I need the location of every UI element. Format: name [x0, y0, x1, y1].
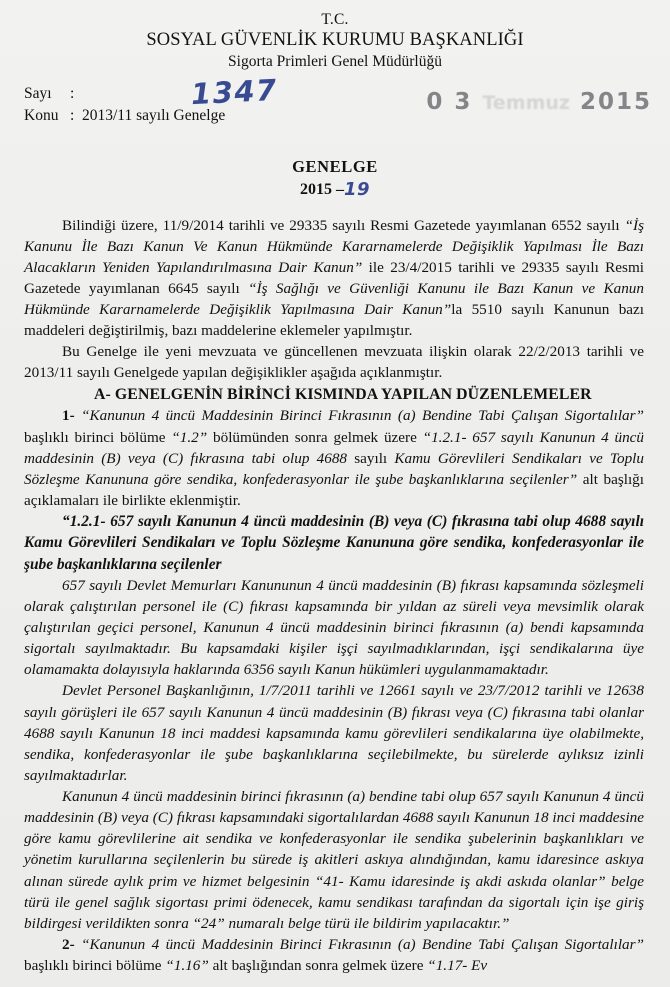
final-quote-2: “24” — [192, 914, 225, 932]
date-stamp-month: Temmuz — [482, 92, 570, 115]
letterhead-department: Sigorta Primleri Genel Müdürlüğü — [228, 53, 442, 71]
item2-number: 2- — [62, 935, 75, 953]
paragraph-final-provision — [24, 786, 644, 934]
intro1-text-a: Bilindiği üzere, 11/9/2014 tarihli ve 29335 sayılı Resmi Gazetede yayımlanan 6552 sayılı — [62, 216, 625, 234]
genelge-title-block — [0, 157, 670, 200]
letterhead — [0, 0, 670, 71]
item2-quote-2: “1.16” — [165, 957, 209, 975]
genelge-year: 2015 – — [299, 181, 344, 199]
item2-quote-1: “Kanunun 4 üncü Maddesinin Birinci Fıkrasının (a) Bendine Tabi Çalışan Sigortalılar” — [81, 935, 645, 953]
intro1-text-b: ile 23/4/2015 tarihli ve 29335 sayılı Resmi Gazetede yayımlanan 6645 sayılı — [24, 258, 644, 297]
paragraph-657: 657 sayılı Devlet Memurları Kanununun 4 üncü maddesinin (B) fıkrası kapsamında sözleşmeli olarak çalıştırılan personel ile (C) fıkrası kapsamında bir yıldan az süreli veya mevsimlik olarak çalıştırılan geçici personel, Kanunun 4 üncü maddesinin birinci fıkrasının (a) bendi kapsamında sigortalı sayılmaktadır. Bu kapsamdaki kişiler işçi sayılmadıklarından, işçi sendikalarına üye olamamakta dolayısıyla haklarında 6356 sayılı Kanun hükümleri uygulanmamaktadır. — [24, 576, 644, 679]
konu-value: 2013/11 sayılı Genelge — [82, 107, 226, 125]
paragraph-item-2 — [24, 934, 644, 976]
item1-quote-2: “1.2” — [171, 428, 208, 446]
paragraph-devlet-personel: Devlet Personel Başkanlığının, 1/7/2011 tarihli ve 12661 sayılı ve 23/7/2012 tarihli ve 12638 sayılı görüşleri ile 657 sayılı Kanunun 4 üncü maddesinin (B) fıkrası veya (C) fıkrasına tabi olanlar 4688 sayılı Kanunun 18 inci maddesi kapsamında kamu görevlileri sendikalarına üye olabilmekte, sendika, konfederasyonlar ile şube başkanlıklarına seçilebilmekte, bu sürelerde aylıksız izinli sayılmaktadırlar. — [24, 682, 644, 784]
item2-text-2: alt başlığından sonra gelmek üzere — [208, 957, 428, 975]
item2-text-1: başlıklı birinci bölüme — [24, 957, 166, 975]
genelge-word: GENELGE — [292, 157, 378, 177]
final-text-b: belge türü ile genel sağlık sigortası primi ödenecek, kamu sendikası tarafından da sigortalı için işe giriş bildirgesi verildikten sonra — [24, 872, 644, 932]
item1-quote-3: “1.2.1- 657 sayılı Kanunun 4 üncü maddesinin (B) veya (C) fıkrasına tabi olup 4688 — [24, 428, 644, 467]
document-meta-block — [0, 73, 670, 141]
item1-text-4: alt başlığı açıklamaları ile birlikte eklenmiştir. — [24, 470, 644, 509]
item1-quote-1: “Kanunun 4 üncü Maddesinin Birinci Fıkrasının (a) Bendine Tabi Çalışan Sigortalılar” — [81, 407, 645, 425]
sayi-colon: : — [70, 85, 75, 103]
letterhead-organization: SOSYAL GÜVENLİK KURUMU BAŞKANLIĞI — [146, 30, 524, 51]
konu-label: Konu — [24, 107, 59, 125]
section-heading-a: A- GENELGENİN BİRİNCİ KISMINDA YAPILAN DÜZENLEMELER — [94, 385, 592, 403]
intro1-text-c: la 5510 sayılı Kanunun bazı maddeleri değiştirilmiş, bazı maddelerine eklemeler yapılmıştır. — [24, 301, 645, 340]
item1-text-2: bölümünden sonra gelmek üzere — [207, 428, 423, 446]
document-body — [24, 215, 644, 977]
intro1-quote-2: “İş Sağlığı ve Güvenliği Kanunu ile Bazı Kanun ve Kanun Hükmünde Kararnamelerde Değişiklik Yapılmasına Dair Kanun” — [24, 279, 644, 319]
letterhead-tc: T.C. — [321, 11, 349, 28]
genelge-number-handwritten: 19 — [343, 179, 371, 201]
sayi-handwritten-value: 1347 — [190, 73, 279, 112]
final-text-a: Kanunun 4 üncü maddesinin birinci fıkrasının (a) bendine tabi olup 657 sayılı Kanunun 4 üncü maddesinin (B) veya (C) fıkrası kapsamındaki sigortalılardan 4688 sayılı Kanunun 18 inci maddesine göre kamu görevlilerine ait sendika ve konfederasyonlar ile sendika şubelerinin başkanlıkları ve yönetim kurullarına seçilenlerin bu sürede iş akitleri askıya alındığından, kamu idaresince askıya alınan sürede aylık prim ve hizmet belgesinin — [24, 788, 644, 890]
date-stamp-day: 0 3 — [426, 89, 473, 116]
date-stamp-year: 2015 — [579, 89, 652, 116]
paragraph-intro-1 — [24, 215, 644, 342]
item2-quote-3: “1.17- Ev — [427, 957, 488, 975]
paragraph-intro-2: Bu Genelge ile yeni mevzuata ve güncellenen mevzuata ilişkin olarak 22/2/2013 tarihli ve 2013/11 sayılı Genelgede yapılan değişiklikler aşağıda açıklanmıştır. — [24, 343, 644, 382]
intro1-quote-1: “İş Kanunu İle Bazı Kanun Ve Kanun Hükmünde Kararnamelerde Değişiklik Yapılması İle Bazı Alacakların Yeniden Yapılandırılmasına Dair Kanun” — [24, 216, 644, 276]
final-quote-1: “41- Kamu idaresinde iş akdi askıda olanlar” — [314, 872, 606, 890]
final-text-c: numaralı belge türü ile bildirim yapılacaktır.” — [224, 914, 510, 932]
item1-text-3: sayılı — [347, 449, 395, 467]
genelge-number-row — [300, 178, 370, 201]
item1-quote-4: Kamu Görevlileri Sendikaları ve Toplu Sözleşme Kanununa göre sendika, konfederasyonlar ile şube başkanlıklarına seçilenler” — [24, 449, 644, 488]
subheading-1-2-1: “1.2.1- 657 sayılı Kanunun 4 üncü maddesinin (B) veya (C) fıkrasına tabi olup 4688 sayılı Kamu Görevlileri Sendikaları ve Toplu Sözleşme Kanununa göre sendika, konfederasyonlar ile şube başkanlıklarına seçilenler — [24, 513, 644, 573]
meta-fields — [24, 73, 279, 127]
item1-number: 1- — [62, 407, 75, 425]
date-stamp — [426, 89, 652, 115]
item1-text-1: başlıklı birinci bölüme — [24, 428, 172, 446]
konu-colon: : — [70, 107, 75, 125]
sayi-label: Sayı — [24, 85, 52, 103]
paragraph-item-1 — [24, 405, 644, 511]
